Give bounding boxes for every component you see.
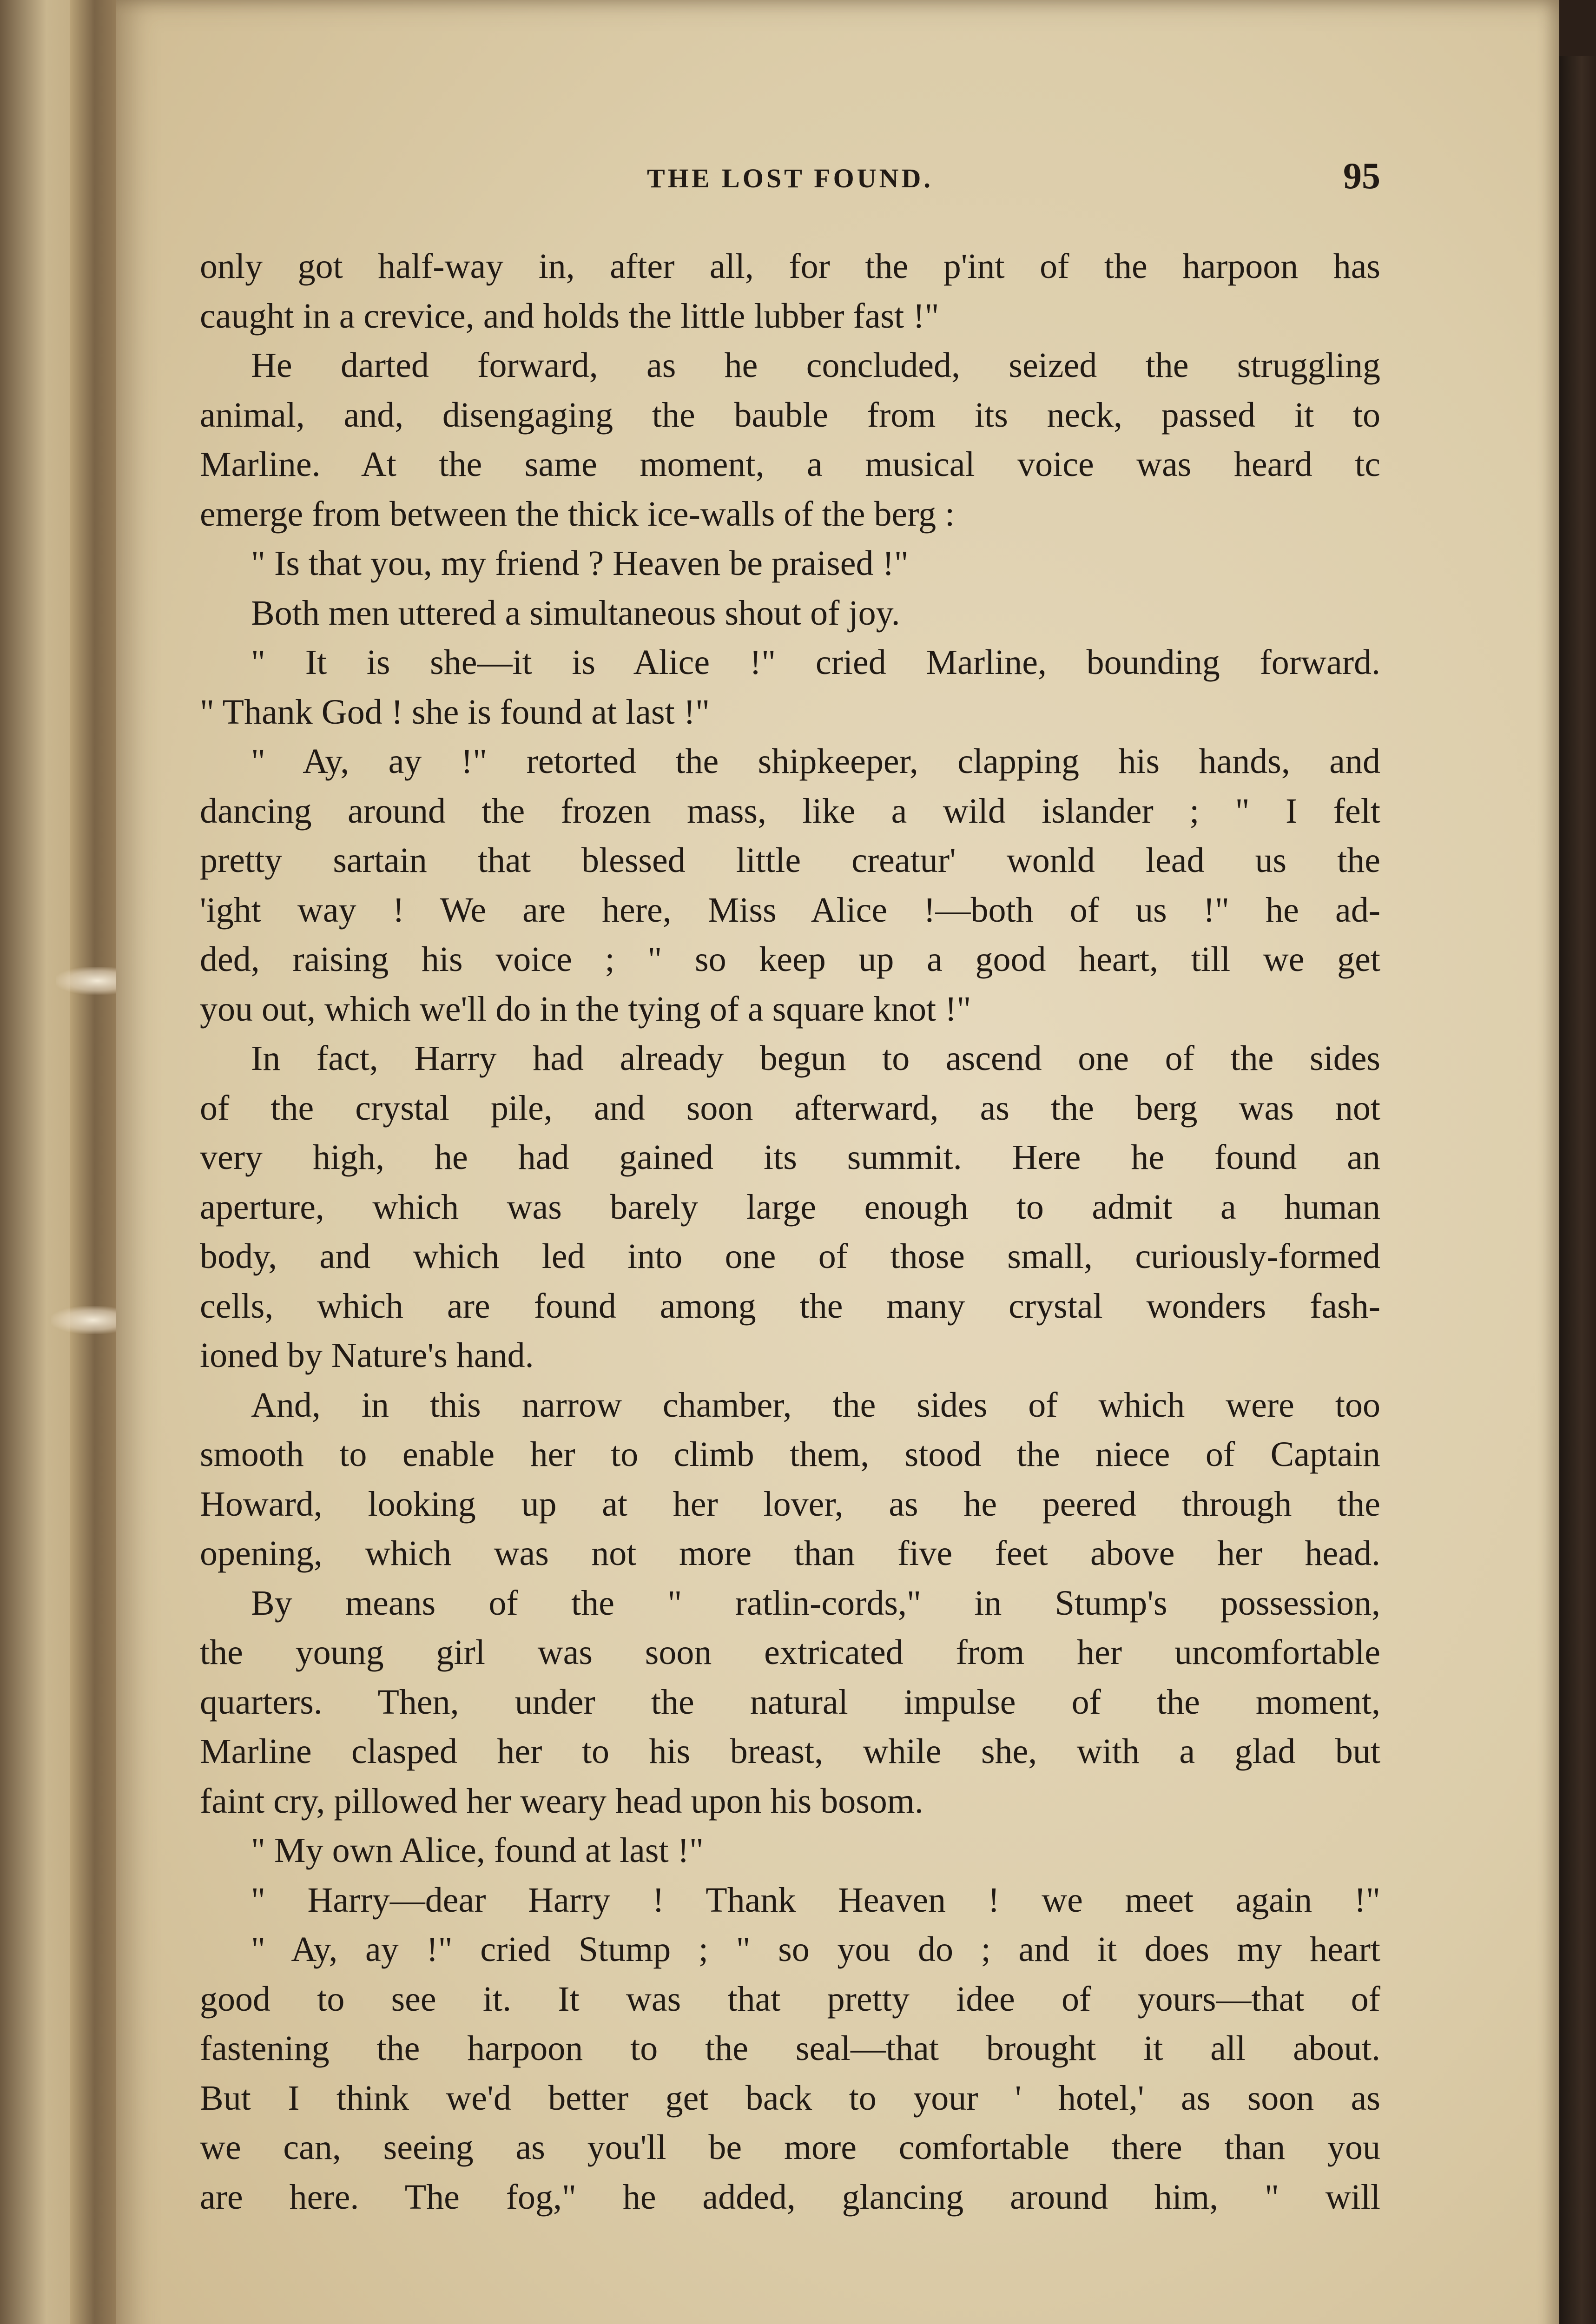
text-line: pretty sartain that blessed little creatur' wonld lead us the bbox=[200, 841, 1380, 880]
text-line: fastening the harpoon to the seal—that brought it all about. bbox=[200, 2029, 1380, 2068]
text-line: good to see it. It was that pretty idee of yours—that of bbox=[200, 1979, 1380, 2019]
text-line: ded, raising his voice ; " so keep up a good heart, till we get bbox=[200, 940, 1380, 979]
text-line: you out, which we'll do in the tying of a square knot !" bbox=[200, 989, 971, 1029]
page-edge-shadow bbox=[1559, 56, 1596, 2324]
text-line: only got half-way in, after all, for the p'int of the harpoon has bbox=[200, 247, 1380, 286]
text-line: " It is she—it is Alice !" cried Marline, bounding forward. bbox=[251, 643, 1380, 682]
text-line: dancing around the frozen mass, like a wild islander ; " I felt bbox=[200, 791, 1380, 831]
text-line: In fact, Harry had already begun to ascend one of the sides bbox=[251, 1039, 1380, 1078]
text-line: are here. The fog," he added, glancing around him, " will bbox=[200, 2177, 1380, 2217]
text-line: " Ay, ay !" cried Stump ; " so you do ; and it does my heart bbox=[251, 1930, 1380, 1969]
text-line: the young girl was soon extricated from her uncomfortable bbox=[200, 1633, 1380, 1672]
text-line: " Harry—dear Harry ! Thank Heaven ! we meet again !" bbox=[251, 1880, 1380, 1920]
text-line: He darted forward, as he concluded, seized the struggling bbox=[251, 346, 1380, 385]
text-line: faint cry, pillowed her weary head upon his bosom. bbox=[200, 1781, 923, 1821]
text-line: And, in this narrow chamber, the sides of which were too bbox=[251, 1385, 1380, 1425]
running-title: THE LOST FOUND. bbox=[647, 163, 933, 193]
text-line: of the crystal pile, and soon afterward, as the berg was not bbox=[200, 1088, 1380, 1128]
text-line: Both men uttered a simultaneous shout of joy. bbox=[251, 593, 900, 633]
text-line: aperture, which was barely large enough to admit a human bbox=[200, 1187, 1380, 1227]
book-page bbox=[116, 0, 1559, 2324]
text-line: Howard, looking up at her lover, as he peered through the bbox=[200, 1484, 1380, 1524]
text-line: quarters. Then, under the natural impulse of the moment, bbox=[200, 1682, 1380, 1722]
page-number: 95 bbox=[1343, 156, 1380, 197]
text-line: " Thank God ! she is found at last !" bbox=[200, 692, 710, 732]
text-line: smooth to enable her to climb them, stood the niece of Captain bbox=[200, 1435, 1380, 1474]
body-text bbox=[200, 242, 1380, 2222]
text-line: Marline clasped her to his breast, while she, with a glad but bbox=[200, 1732, 1380, 1771]
text-line: caught in a crevice, and holds the little lubber fast !" bbox=[200, 296, 939, 336]
text-line: " Is that you, my friend ? Heaven be praised !" bbox=[251, 544, 909, 583]
text-line: " My own Alice, found at last !" bbox=[251, 1831, 704, 1870]
text-line: cells, which are found among the many crystal wonders fash- bbox=[200, 1286, 1380, 1326]
text-line: Marline. At the same moment, a musical voice was heard tc bbox=[200, 445, 1380, 484]
text-line: ioned by Nature's hand. bbox=[200, 1336, 534, 1375]
text-line: animal, and, disengaging the bauble from its neck, passed it to bbox=[200, 395, 1380, 435]
text-line: body, and which led into one of those small, curiously-formed bbox=[200, 1237, 1380, 1276]
text-line: we can, seeing as you'll be more comfortable there than you bbox=[200, 2128, 1380, 2167]
running-head bbox=[200, 158, 1380, 200]
text-line: 'ight way ! We are here, Miss Alice !—both of us !" he ad- bbox=[200, 890, 1380, 930]
text-line: opening, which was not more than five feet above her head. bbox=[200, 1534, 1380, 1573]
text-line: But I think we'd better get back to your ' hotel,' as soon as bbox=[200, 2078, 1380, 2118]
text-line: " Ay, ay !" retorted the shipkeeper, clapping his hands, and bbox=[251, 742, 1380, 781]
text-line: By means of the " ratlin-cords," in Stump's possession, bbox=[251, 1583, 1380, 1623]
text-line: emerge from between the thick ice-walls of the berg : bbox=[200, 494, 955, 534]
text-line: very high, he had gained its summit. Here he found an bbox=[200, 1138, 1380, 1177]
